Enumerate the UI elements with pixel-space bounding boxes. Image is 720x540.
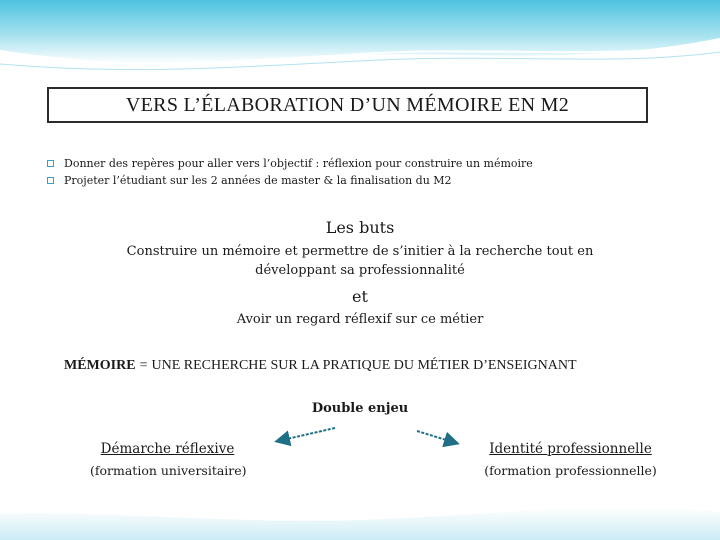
hollow-square-bullet-icon [47,177,54,184]
branch-subtitle: (formation professionnelle) [484,463,657,478]
bullet-text: Donner des repères pour aller vers l’objectif : réflexion pour construire un mémoire [64,157,533,170]
bullet-item [47,172,667,189]
slide-title: VERS L’ÉLABORATION D’UN MÉMOIRE EN M2 [125,93,570,116]
goal-connector: et [352,287,368,306]
title-box [47,87,648,123]
branch-reflexive [90,441,245,478]
definition-equals: = [139,358,148,373]
goal-line: Avoir un regard réflexif sur ce métier [236,312,484,327]
goal-line: développant sa professionnalité [255,263,465,278]
bullet-item [47,155,667,172]
hollow-square-bullet-icon [47,160,54,167]
branch-label: Démarche réflexive [100,441,235,457]
bullet-list [47,155,667,189]
memoire-definition [64,358,577,374]
definition-text: UNE RECHERCHE SUR LA PRATIQUE DU MÉTIER D’ENSEIGNANT [151,358,577,373]
goals-heading: Les buts [325,218,395,237]
bullet-text: Projeter l’étudiant sur les 2 années de master & la finalisation du M2 [64,174,452,187]
double-enjeu-heading: Double enjeu [311,401,409,416]
definition-term: MÉMOIRE [64,358,136,373]
branch-label: Identité professionnelle [489,441,652,457]
branch-subtitle: (formation universitaire) [90,463,247,478]
branch-identity [478,441,663,478]
goal-line: Construire un mémoire et permettre de s’initier à la recherche tout en [126,244,594,259]
